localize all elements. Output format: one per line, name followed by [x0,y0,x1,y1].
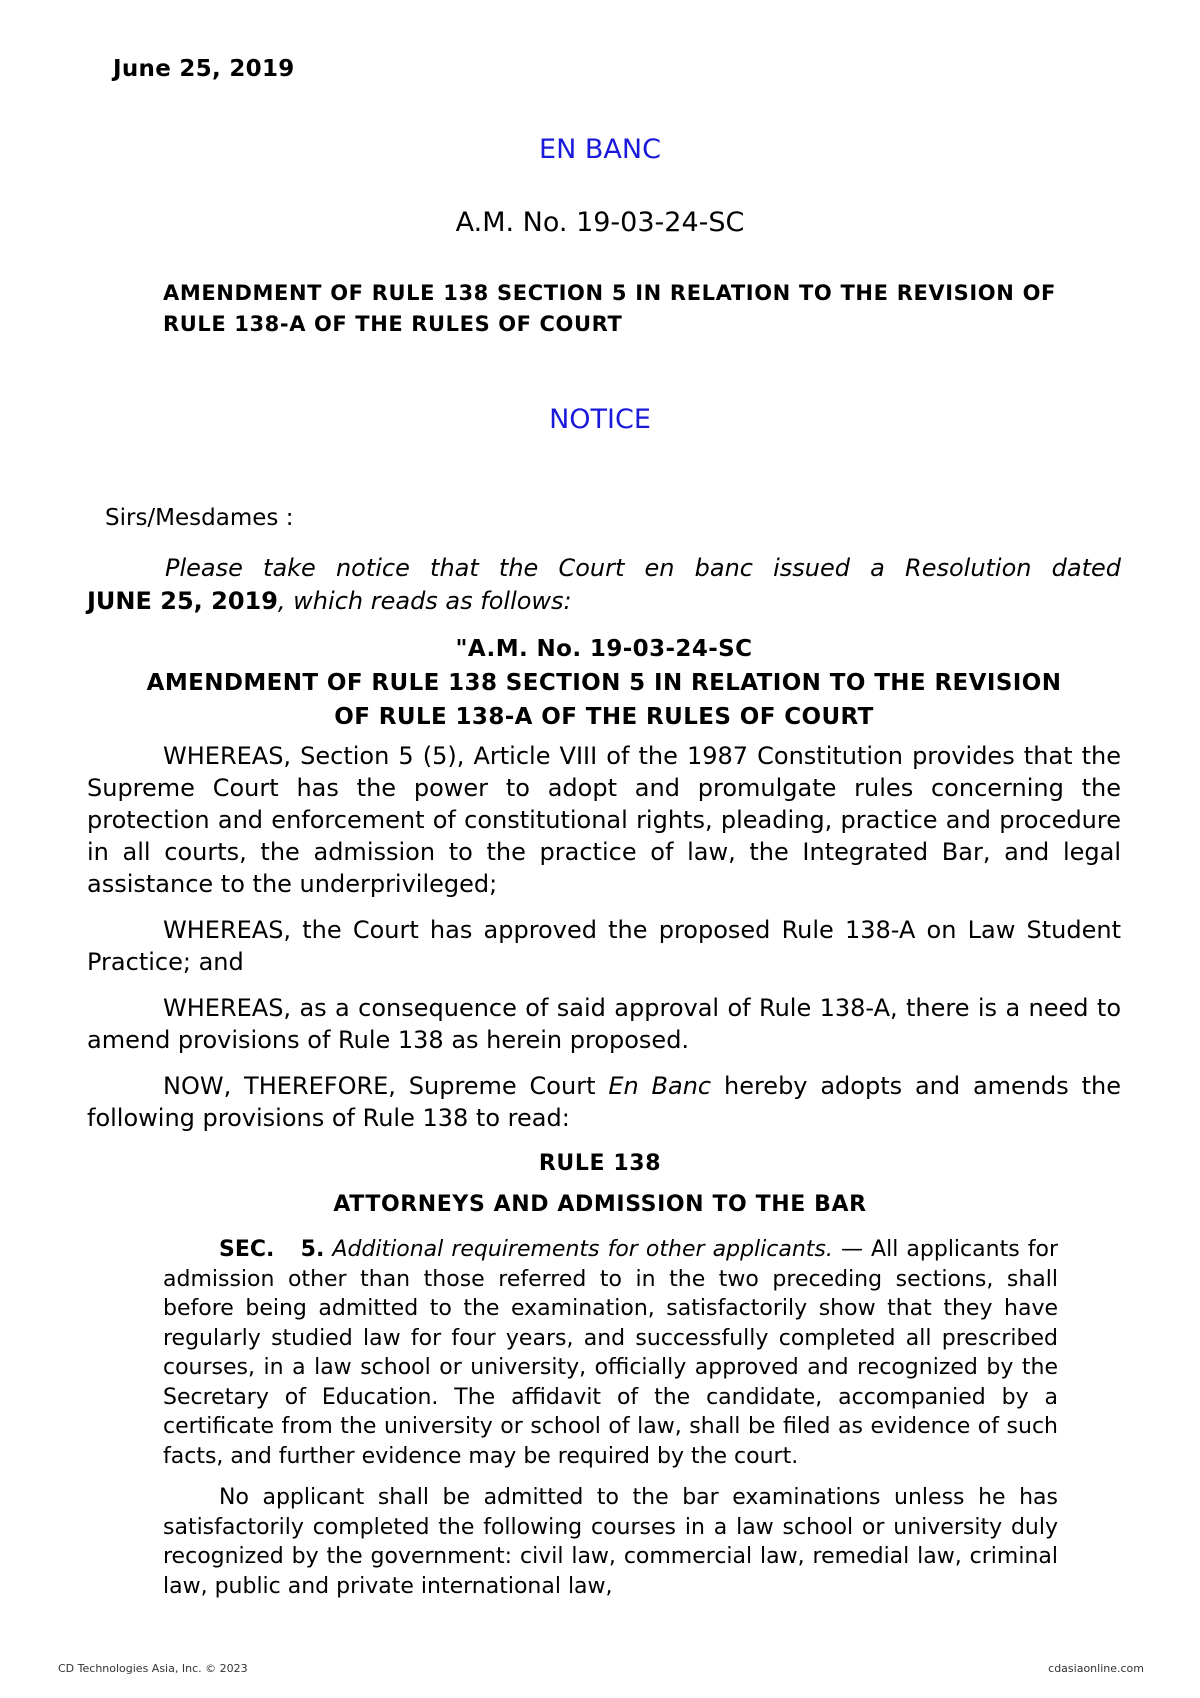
section-5-paragraph [163,1235,1058,1471]
resolution-title-line2: OF RULE 138-A OF THE RULES OF COURT [334,704,874,730]
document-date: June 25, 2019 [113,56,295,82]
section-heading: Additional requirements for other applicants. [332,1237,833,1262]
intro-line: Please take notice that the Court en banc issued a Resolution dated [165,554,1121,582]
resolution-heading [87,632,1121,734]
resolution-title-line1: AMENDMENT OF RULE 138 SECTION 5 IN RELATION TO THE REVISION [146,670,1062,696]
now-therefore-en-banc: En Banc [608,1072,712,1100]
notice-heading: NOTICE [549,404,651,435]
subject-title: AMENDMENT OF RULE 138 SECTION 5 IN RELATION TO THE REVISION OF RULE 138-A OF THE RULES OF COURT [163,281,1056,336]
section-5-block [163,1235,1058,1613]
whereas-paragraph-3: WHEREAS, as a consequence of said approval of Rule 138-A, there is a need to amend provisions of Rule 138 as herein proposed. [87,994,1121,1054]
now-therefore-paragraph [87,1070,1121,1134]
resolution-case-number: "A.M. No. 19-03-24-SC [455,636,753,662]
intro-paragraph [87,552,1121,618]
section-label: SEC. 5. [219,1237,325,1262]
resolution-body [87,740,1121,1148]
courses-paragraph: No applicant shall be admitted to the bar examinations unless he has satisfactorily completed the following courses in a law school or university duly recognized by the government: civil law, commercial law, remedial law, criminal law, public and private international law, [163,1485,1058,1599]
now-therefore-post: hereby adopts and amends the following provisions of Rule 138 to read: [87,1072,1122,1132]
whereas-paragraph-1: WHEREAS, Section 5 (5), Article VIII of the 1987 Constitution provides that the Supreme Court has the power to adopt and promulgate rules concerning the protection and enforcement of constitutional rights, pleading, practice and procedure in all courts, the admission to the practice of law, the Integrated Bar, and legal assistance to the underprivileged; [87,742,1121,898]
footer-website: cdasiaonline.com [1048,1662,1144,1675]
rule-title: RULE 138 [538,1151,662,1176]
whereas-paragraph-2: WHEREAS, the Court has approved the proposed Rule 138-A on Law Student Practice; and [87,916,1121,976]
section-body: — All applicants for admission other than those referred to in the two preceding sections, shall before being admitted to the examination, satisfactorily show that they have regularly studied law for four years, and successfully completed all prescribed courses, in a law school or university, officially approved and recognized by the Secretary of Education. The affidavit of the candidate, accompanied by a certificate from the university or school of law, shall be filed as evidence of such facts, and further evidence may be required by the court. [163,1237,1058,1469]
rule-subtitle: ATTORNEYS AND ADMISSION TO THE BAR [333,1192,867,1217]
intro-date: JUNE 25, 2019 [87,587,278,615]
salutation: Sirs/Mesdames : [105,505,294,531]
en-banc-heading: EN BANC [539,134,661,165]
intro-tail: , which reads as follows: [277,587,572,615]
case-number: A.M. No. 19-03-24-SC [455,207,745,238]
footer-copyright: CD Technologies Asia, Inc. © 2023 [58,1662,248,1675]
now-therefore-pre: NOW, THEREFORE, Supreme Court [163,1072,609,1100]
